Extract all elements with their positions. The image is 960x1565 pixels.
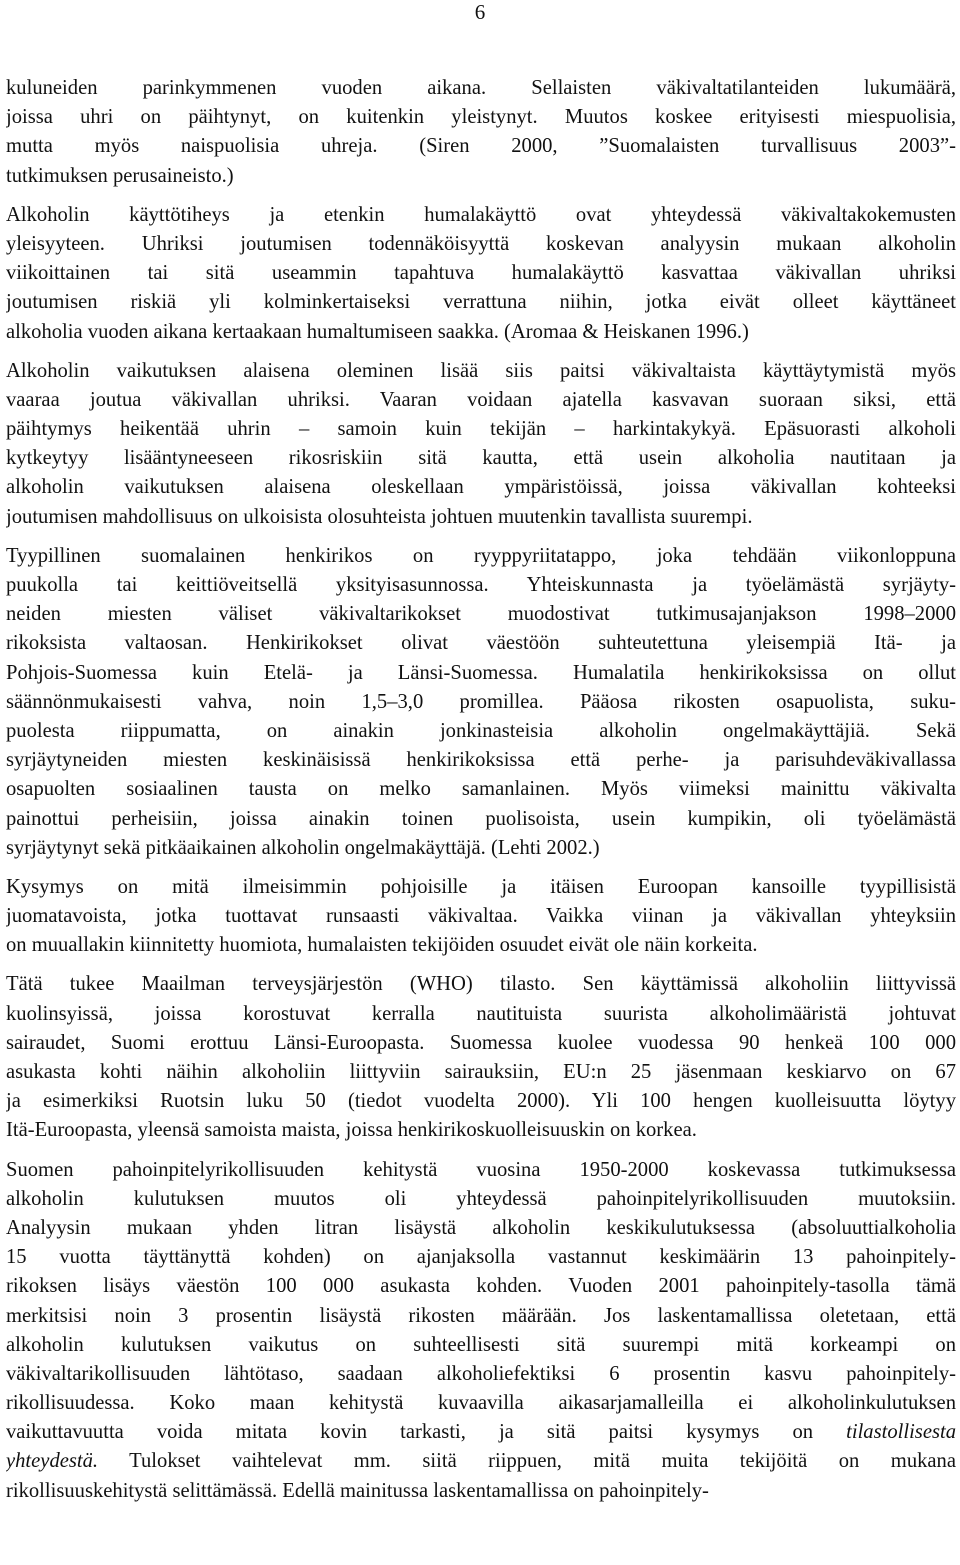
text-line: ja esimerkiksi Ruotsin luku 50 (tiedot vuodelta 2000). Yli 100 hengen kuolleisuutta löytyy: [6, 1090, 956, 1113]
text-line: alkoholin kulutuksen vaikutus on suhteellisesti sitä suurempi mitä korkeampi on: [6, 1333, 956, 1356]
paragraph: [6, 970, 956, 1145]
text-line: alkoholia vuoden aikana kertaakaan humaltumiseen saakka. (Aromaa & Heiskanen 1996.): [6, 320, 749, 343]
text-line: osapuolten sosiaalinen tausta on melko samanlainen. Myös viimeksi mainittu väkivalta: [6, 778, 956, 801]
text-line: kytkeytyy lisääntyneeseen rikosriskiin sitä kautta, että usein alkoholia nautitaan ja: [6, 447, 956, 470]
text-line: Analyysin mukaan yhden litran lisäystä alkoholin keskikulutuksessa (absoluuttialkoholia: [6, 1216, 956, 1239]
text-line: joissa uhri on päihtynyt, on kuitenkin yleistynyt. Muutos koskee erityisesti miespuolisia,: [6, 106, 956, 129]
paragraph: [6, 542, 956, 863]
text-line: väkivaltarikollisuuden lähtötaso, saadaan alkoholiefektiksi 6 prosentin kasvu pahoinpitely-: [6, 1362, 956, 1385]
text-line: neiden miesten väliset väkivaltarikokset muodostivat tutkimusajanjakson 1998–2000: [6, 603, 956, 626]
body-text: [6, 74, 956, 1516]
paragraph: [6, 873, 956, 961]
text-line: rikollisuuskehitystä selittämässä. Edellä mainitussa laskentamallissa on pahoinpitely-: [6, 1479, 709, 1502]
text-line: syrjäytyneiden miesten keskinäisissä henkirikoksissa että perhe- ja parisuhdeväkivallassa: [6, 749, 956, 772]
text-line: kuolinsyissä, joissa korostuvat kerralla nautituista suurista alkoholimääristä johtuvat: [6, 1002, 956, 1025]
paragraph: [6, 1156, 956, 1506]
text-line: alkoholin vaikutuksen alaisena oleskellaan ympäristöissä, joissa väkivallan kohteeksi: [6, 476, 956, 499]
paragraph: [6, 74, 956, 191]
paragraph: [6, 201, 956, 347]
text-line: painottui perheisiin, joissa ainakin toinen puolisoista, usein kumpikin, oli työelämästä: [6, 807, 956, 830]
text-line: alkoholin kulutuksen muutos oli yhteydessä pahoinpitelyrikollisuuden muutoksiin.: [6, 1187, 956, 1210]
text-line: Kysymys on mitä ilmeisimmin pohjoisille ja itäisen Euroopan kansoille tyypillisistä: [6, 875, 956, 898]
text-line: puukolla tai keittiöveitsellä yksityisasunnossa. Yhteiskunnasta ja työelämästä syrjäyty-: [6, 574, 956, 596]
text-line: syrjäytynyt sekä pitkäaikainen alkoholin ongelmakäyttäjä. (Lehti 2002.): [6, 836, 600, 859]
text-line: sairaudet, Suomi erottuu Länsi-Euroopasta. Suomessa kuolee vuodessa 90 henkeä 100 000: [6, 1031, 956, 1054]
text-line: viikoittainen tai sitä useammin tapahtuva humalakäyttö kasvattaa väkivallan uhriksi: [6, 262, 956, 285]
text-line: vaikuttavuutta voida mitata kovin tarkasti, ja sitä paitsi kysymys on tilastollisesta: [6, 1421, 956, 1444]
text-line: on muuallakin kiinnitetty huomiota, humalaisten tekijöiden osuudet eivät ole näin korkeita.: [6, 934, 758, 957]
text-line: vaaraa joutua väkivallan uhriksi. Vaaran voidaan ajatella kasvavan suoraan siksi, että: [6, 388, 956, 411]
text-line: rikoksen lisäys väestön 100 000 asukasta kohden. Vuoden 2001 pahoinpitely-tasolla tämä: [6, 1275, 956, 1298]
text-line: merkitsisi noin 3 prosentin lisäystä rikosten määrään. Jos laskentamallissa oletetaan, että: [6, 1304, 956, 1327]
text-line: juomatavoista, jotka tuottavat runsaasti väkivaltaa. Vaikka viinan ja väkivallan yhteyksiin: [6, 905, 956, 928]
text-line: joutumisen mahdollisuus on ulkoisista olosuhteista johtuen muutenkin tavallista suurempi.: [6, 505, 753, 528]
text-line: Tätä tukee Maailman terveysjärjestön (WHO) tilasto. Sen käyttämissä alkoholiin liittyvissä: [6, 973, 956, 996]
text-line: asukasta kohti näihin alkoholiin liittyviin sairauksiin, EU:n 25 jäsenmaan keskiarvo on 67: [6, 1061, 956, 1083]
text-line: Alkoholin vaikutuksen alaisena oleminen lisää siis paitsi väkivaltaista käyttäytymistä myös: [6, 359, 956, 382]
text-line: Tyypillinen suomalainen henkirikos on ryyppyriitatappo, joka tehdään viikonloppuna: [6, 544, 956, 567]
text-line: puolesta riippumatta, on ainakin jonkinasteisia alkoholin ongelmakäyttäjiä. Sekä: [6, 719, 956, 742]
text-line: rikoksista valtaosan. Henkirikokset olivat väestöön suhteutettuna yleisempiä Itä- ja: [6, 632, 956, 655]
text-line: päihtymys heikentää uhrin – samoin kuin tekijän – harkintakykyä. Epäsuorasti alkoholi: [6, 418, 956, 441]
text-line: 15 vuotta täyttänyttä kohden) on ajanjaksolla vastannut keskimäärin 13 pahoinpitely-: [6, 1246, 956, 1269]
text-line: yhteydestä. Tulokset vaihtelevat mm. siitä riippuen, mitä muita tekijöitä on mukana: [6, 1450, 956, 1473]
text-line: joutumisen riskiä yli kolminkertaiseksi verrattuna niihin, jotka eivät olleet käyttäneet: [6, 291, 956, 314]
page-number: 6: [474, 0, 486, 24]
text-line: mutta myös naispuolisia uhreja. (Siren 2000, ”Suomalaisten turvallisuus 2003”-: [6, 135, 956, 158]
paragraph: [6, 357, 956, 532]
text-line: yleisyyteen. Uhriksi joutumisen todennäköisyyttä koskevan analyysin mukaan alkoholin: [6, 232, 956, 255]
text-line: Itä-Euroopasta, yleensä samoista maista, joissa henkirikoskuolleisuuskin on korkea.: [6, 1119, 697, 1142]
text-line: tutkimuksen perusaineisto.): [6, 164, 234, 187]
text-line: Pohjois-Suomessa kuin Etelä- ja Länsi-Suomessa. Humalatila henkirikoksissa on ollut: [6, 661, 956, 684]
text-line: kuluneiden parinkymmenen vuoden aikana. Sellaisten väkivaltatilanteiden lukumäärä,: [6, 77, 956, 99]
text-line: säännönmukaisesti vahva, noin 1,5–3,0 promillea. Pääosa rikosten osapuolista, suku-: [6, 690, 956, 713]
text-line: rikollisuudessa. Koko maan kehitystä kuvaavilla aikasarjamalleilla ei alkoholinkulutuksen: [6, 1392, 956, 1415]
text-line: Suomen pahoinpitelyrikollisuuden kehitystä vuosina 1950-2000 koskevassa tutkimuksessa: [6, 1158, 956, 1181]
text-line: Alkoholin käyttötiheys ja etenkin humalakäyttö ovat yhteydessä väkivaltakokemusten: [6, 203, 956, 226]
